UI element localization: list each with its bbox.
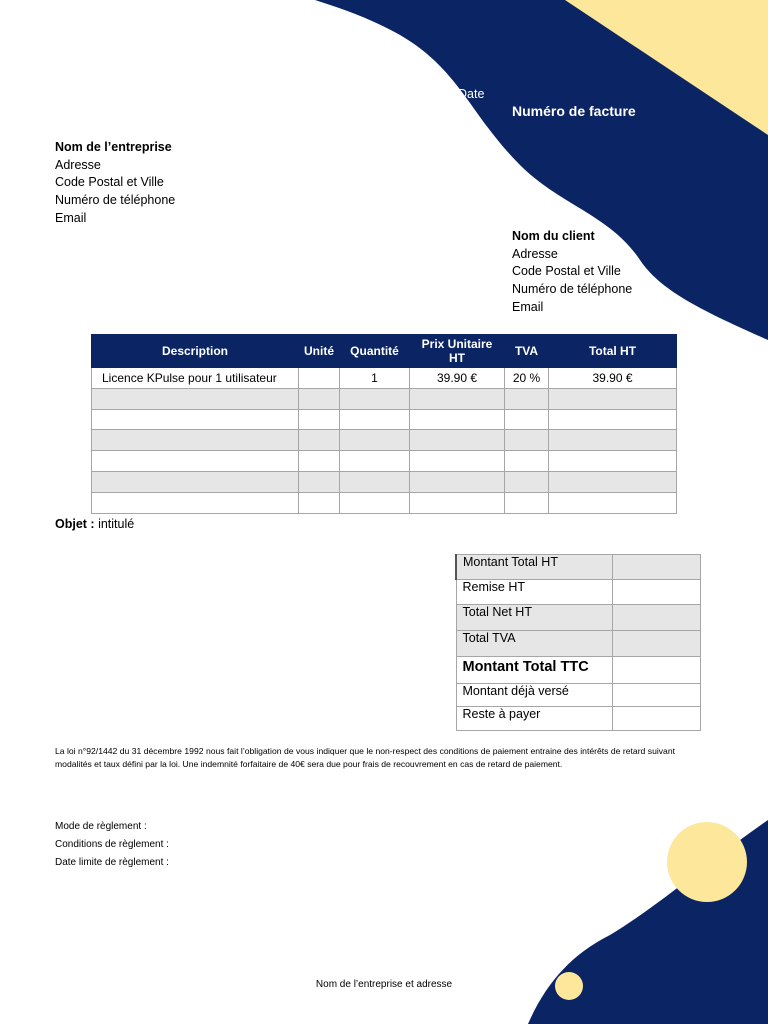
totals-table	[455, 554, 701, 731]
legal-notice: La loi n°92/1442 du 31 décembre 1992 nous fait l’obligation de vous indiquer que le non-respect des conditions de paiement entraine des intérêts de retard suivant modalités et taux défini par la loi. Une indemnité forfaitaire de 40€ sera due pour frais de recouvrement en cas de retard de paiement.	[55, 746, 675, 770]
cell-description	[92, 492, 299, 513]
cell-unit	[299, 388, 340, 409]
cell-unit	[299, 430, 340, 451]
cell-total-ht	[549, 451, 677, 472]
already-paid-label: Montant déjà versé	[456, 684, 613, 707]
payment-info	[55, 818, 169, 872]
cell-vat	[505, 388, 549, 409]
cell-unit	[299, 451, 340, 472]
cell-unit-price	[410, 451, 505, 472]
cell-unit-price: 39.90 €	[410, 368, 505, 389]
cell-description	[92, 451, 299, 472]
totals-row	[456, 631, 701, 657]
cell-total-ht	[549, 388, 677, 409]
total-ttc-value	[613, 657, 701, 684]
cell-quantity	[340, 409, 410, 430]
client-address: Adresse	[512, 246, 558, 261]
cell-unit-price	[410, 471, 505, 492]
cell-description	[92, 388, 299, 409]
col-unit: Unité	[299, 335, 340, 368]
cell-description	[92, 409, 299, 430]
net-ht-value	[613, 605, 701, 631]
totals-row	[456, 707, 701, 731]
total-vat-value	[613, 631, 701, 657]
total-ht-value	[613, 555, 701, 580]
cell-unit-price	[410, 388, 505, 409]
cell-total-ht	[549, 471, 677, 492]
cell-quantity	[340, 492, 410, 513]
col-quantity: Quantité	[340, 335, 410, 368]
table-row	[92, 451, 677, 472]
client-phone: Numéro de téléphone	[512, 282, 633, 297]
cell-quantity	[340, 430, 410, 451]
net-ht-label: Total Net HT	[456, 605, 613, 631]
col-total-ht: Total HT	[549, 335, 677, 368]
cell-total-ht: 39.90 €	[549, 368, 677, 389]
payment-conditions: Conditions de règlement :	[55, 839, 169, 850]
cell-unit	[299, 409, 340, 430]
cell-quantity	[340, 471, 410, 492]
total-ht-label: Montant Total HT	[456, 555, 613, 580]
objet-line	[55, 517, 134, 531]
company-phone: Numéro de téléphone	[55, 193, 176, 208]
total-ttc-label: Montant Total TTC	[456, 657, 613, 684]
col-unit-price: Prix Unitaire HT	[410, 335, 505, 368]
cell-description: Licence KPulse pour 1 utilisateur	[92, 368, 299, 389]
items-table-header	[92, 335, 677, 368]
company-info	[55, 139, 175, 228]
client-postal-city: Code Postal et Ville	[512, 264, 621, 279]
remaining-value	[613, 707, 701, 731]
cell-unit	[299, 368, 340, 389]
invoice-number: Numéro de facture	[512, 103, 636, 119]
cell-description	[92, 471, 299, 492]
cell-unit	[299, 492, 340, 513]
table-row	[92, 430, 677, 451]
date-label: Date	[458, 87, 485, 101]
cell-quantity	[340, 388, 410, 409]
cell-unit-price	[410, 492, 505, 513]
totals-row	[456, 580, 701, 605]
client-name: Nom du client	[512, 229, 595, 243]
cell-vat	[505, 492, 549, 513]
table-row	[92, 388, 677, 409]
cell-total-ht	[549, 492, 677, 513]
cell-vat	[505, 451, 549, 472]
cell-total-ht	[549, 430, 677, 451]
cell-vat	[505, 409, 549, 430]
col-vat: TVA	[505, 335, 549, 368]
cell-unit-price	[410, 430, 505, 451]
bottom-yellow-circle-large	[667, 822, 747, 902]
cell-unit-price	[410, 409, 505, 430]
cell-vat	[505, 471, 549, 492]
footer-company: Nom de l’entreprise et adresse	[315, 979, 453, 990]
payment-deadline: Date limite de règlement :	[55, 857, 169, 868]
totals-row	[456, 555, 701, 580]
totals-row	[456, 684, 701, 707]
items-table	[91, 334, 677, 514]
company-name: Nom de l’entreprise	[55, 140, 172, 154]
discount-value	[613, 580, 701, 605]
totals-row	[456, 605, 701, 631]
company-postal-city: Code Postal et Ville	[55, 175, 164, 190]
cell-unit	[299, 471, 340, 492]
table-row	[92, 471, 677, 492]
cell-vat: 20 %	[505, 368, 549, 389]
cell-quantity: 1	[340, 368, 410, 389]
client-email: Email	[512, 299, 544, 314]
cell-quantity	[340, 451, 410, 472]
cell-vat	[505, 430, 549, 451]
totals-row	[456, 657, 701, 684]
objet-value: intitulé	[98, 517, 135, 531]
company-address: Adresse	[55, 157, 101, 172]
payment-mode: Mode de règlement :	[55, 821, 147, 832]
table-row	[92, 409, 677, 430]
discount-label: Remise HT	[456, 580, 613, 605]
remaining-label: Reste à payer	[456, 707, 613, 731]
objet-label: Objet :	[55, 517, 95, 531]
table-row	[92, 492, 677, 513]
col-description: Description	[92, 335, 299, 368]
total-vat-label: Total TVA	[456, 631, 613, 657]
already-paid-value	[613, 684, 701, 707]
table-row	[92, 368, 677, 389]
cell-description	[92, 430, 299, 451]
company-email: Email	[55, 210, 87, 225]
cell-total-ht	[549, 409, 677, 430]
client-info	[512, 228, 632, 317]
